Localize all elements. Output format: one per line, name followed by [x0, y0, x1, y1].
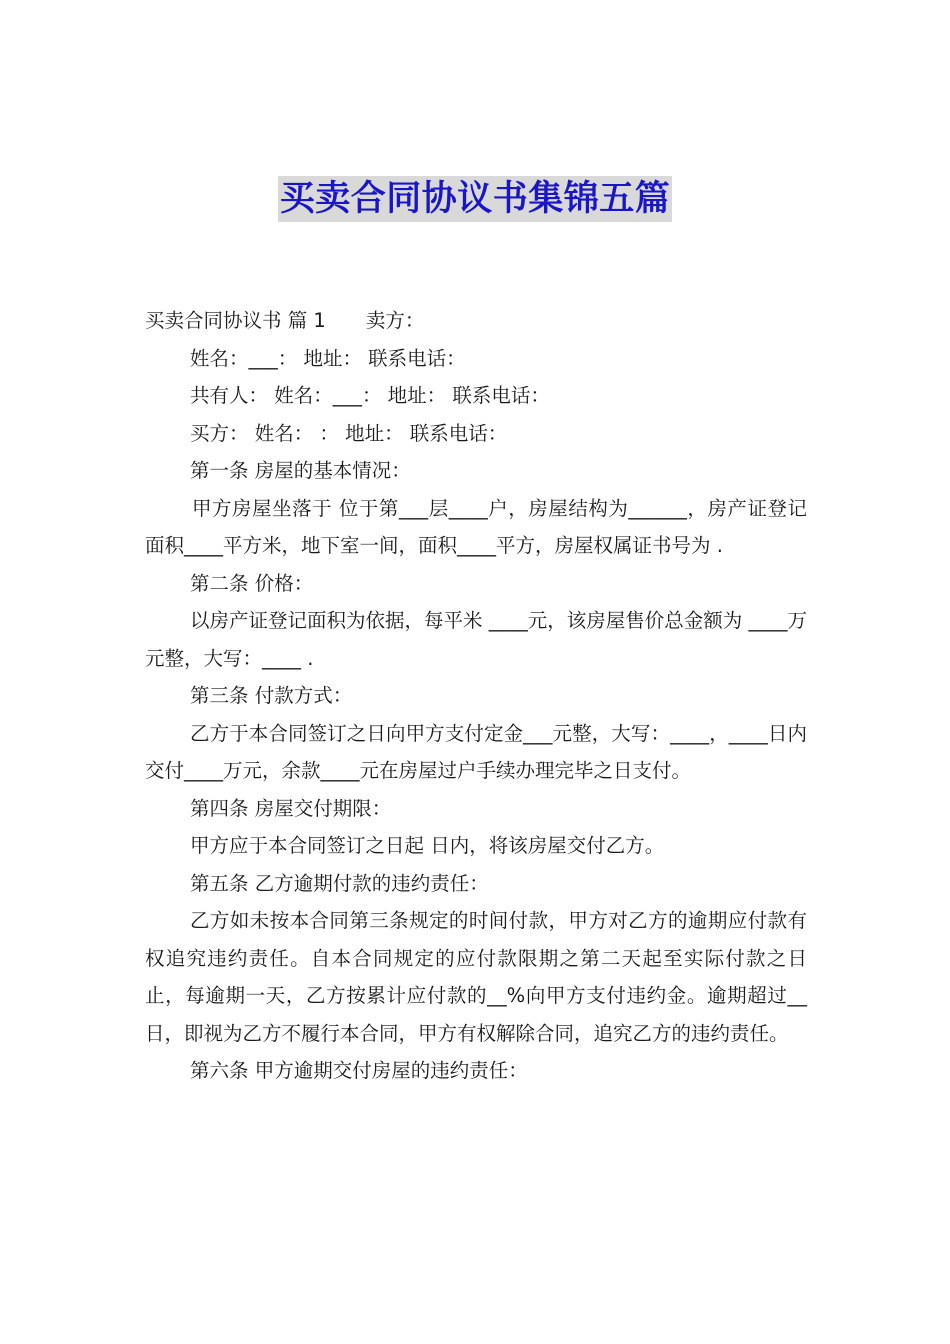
document-body: [145, 302, 807, 1090]
article-4-text: 甲方应于本合同签订之日起 日内，将该房屋交付乙方。: [190, 834, 665, 857]
article-6-heading: 第六条 甲方逾期交付房屋的违约责任：: [190, 1059, 528, 1082]
article-2-heading: 第二条 价格：: [190, 571, 314, 595]
doc-heading: 买卖合同协议书 篇 1: [145, 309, 326, 332]
paragraph-seller-info: 姓名：___： 地址： 联系电话：: [190, 346, 466, 370]
article-1-text: 甲方房屋坐落于 位于第___层____户，房屋结构为______，房产证登记面积____平方米，地下室一间，面积____平方，房屋权属证书号为 .: [145, 496, 807, 557]
article-4-heading: 第四条 房屋交付期限：: [190, 796, 392, 820]
paragraph-co-owner-info: 共有人： 姓名：___： 地址： 联系电话：: [190, 384, 550, 407]
article-5-heading: 第五条 乙方逾期付款的违约责任：: [190, 871, 489, 895]
document-title-block: [0, 176, 950, 222]
seller-label: 卖方：: [365, 309, 425, 332]
article-1-heading: 第一条 房屋的基本情况：: [190, 459, 411, 482]
article-3-heading: 第三条 付款方式：: [190, 684, 353, 707]
paragraph-buyer-info: 买方： 姓名： ： 地址： 联系电话：: [190, 421, 508, 445]
article-5-text: 乙方如未按本合同第三条规定的时间付款，甲方对乙方的逾期应付款有权追究违约责任。自本合同规定的应付款限期之第二天起至实际付款之日止，每逾期一天，乙方按累计应付款的__%向甲方支付违约金。逾期超过__日，即视为乙方不履行本合同，甲方有权解除合同，追究乙方的违约责任。: [145, 909, 807, 1045]
article-3-text: 乙方于本合同签订之日向甲方支付定金___元整，大写：____，____日内交付____万元，余款____元在房屋过户手续办理完毕之日支付。: [145, 721, 807, 782]
heading-line: [145, 302, 807, 340]
document-title: 买卖合同协议书集锦五篇: [278, 176, 673, 222]
article-2-text: 以房产证登记面积为依据，每平米 ____元，该房屋售价总金额为 ____万元整，大写：____ .: [145, 609, 807, 670]
